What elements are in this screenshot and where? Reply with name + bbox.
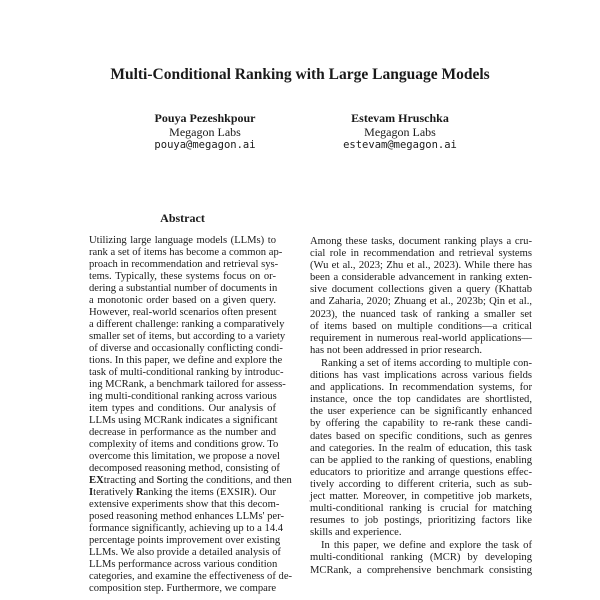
abstract-body [89, 235, 293, 595]
abstract-line: However, real-world scenarios often present [89, 307, 277, 318]
author-affiliation: Megagon Labs [169, 124, 241, 139]
abstract-line: percentage points improvement over existing [89, 535, 281, 546]
introduction-body [310, 235, 532, 577]
abstract-line: Iteratively Ranking the items (EXSIR). Our [89, 487, 277, 498]
author-name: Pouya Pezeshkpour [154, 111, 256, 125]
paragraph-line: multi-conditional ranking (MCR) by developing [310, 552, 532, 564]
abstract-line: of diverse and occasionally conflicting condi- [89, 343, 283, 354]
author-email: pouya@megagon.ai [154, 139, 256, 151]
paragraph-line: skills and experience. [310, 527, 402, 539]
author-block [95, 112, 315, 153]
paragraph-line: cial role in recommendation and retrieval systems [310, 248, 532, 260]
abstract-line: tems. Typically, these systems focus on or- [89, 271, 276, 282]
author-name: Estevam Hruschka [351, 111, 449, 125]
paragraph-line: (Wu et al., 2023; Zhu et al., 2023). While there has [310, 260, 532, 272]
abstract-line: EXtracting and Sorting the conditions, and then [89, 475, 292, 486]
author-email: estevam@megagon.ai [343, 139, 457, 151]
paragraph-line: of items based on multiple conditions—a critical [310, 320, 532, 332]
abstract-line: ing MCRank, a benchmark tailored for assess- [89, 379, 286, 390]
author-affiliation: Megagon Labs [364, 124, 436, 139]
author-block [290, 112, 510, 153]
paragraph-line: the user experience can be significantly enhanced [310, 406, 532, 418]
paragraph-line: ditions has vast implications across various fields [310, 370, 532, 382]
paragraph-line: In this paper, we define and explore the task of [321, 540, 532, 552]
abstract-line: rank a set of items has become a common ap- [89, 247, 283, 258]
abstract-line: task of multi-conditional ranking by introduc- [89, 367, 284, 378]
abstract-line: dering a substantial number of documents in [89, 283, 278, 294]
abstract-line: LLMs performance across various condition [89, 559, 278, 570]
abstract-line: posed reasoning method enhances LLMs' per- [89, 511, 284, 522]
abstract-line: extensive experiments show that this decom- [89, 499, 280, 510]
paragraph-line: ject matter. Moreover, in competitive job markets, [310, 490, 532, 502]
abstract-line: complexity of items and conditions grow. To [89, 439, 279, 450]
paragraph-line: MCRank, a comprehensive benchmark consisting [310, 564, 532, 576]
abstract-line: decomposed reasoning method, consisting of [89, 463, 280, 474]
paragraph-line: instance, once the top candidates are shortlisted, [310, 394, 532, 406]
abstract-line: a different challenge: ranking a comparatively [89, 319, 285, 330]
paragraph-line: educators to prioritize and arrange questions effec- [310, 466, 532, 478]
paragraph-line: tively according to different criteria, such as sub- [310, 478, 532, 490]
abstract-line: overcome this limitation, we propose a novel [89, 451, 280, 462]
abstract-line: LLMs. We also provide a detailed analysis of [89, 547, 281, 558]
abstract-line: composition step. Furthermore, we compare [89, 583, 277, 594]
abstract-line: ing multi-conditional ranking across various [89, 391, 277, 402]
abstract-line: a monotonic order based on a given query. [89, 295, 276, 306]
abstract-line: LLMs using MCRank indicates a significant [89, 415, 278, 426]
paragraph-line: can be applied to the ranking of questions, enabling [310, 454, 532, 466]
paragraph-line: Ranking a set of items according to multiple con- [321, 357, 532, 369]
paragraph-line: been a considerable advancement in ranking exten- [310, 272, 532, 284]
paragraph [310, 358, 532, 539]
paragraph-line: and categories. In the realm of education, this task [310, 442, 532, 454]
paragraph-line: dates based on specific conditions, such as genres [310, 430, 532, 442]
abstract-line: proach in recommendation and retrieval sys- [89, 259, 279, 270]
paragraph-line: Among these tasks, document ranking plays a cru- [310, 236, 532, 247]
abstract-line: smaller set of items, but according to a variety [89, 331, 286, 342]
paragraph-line: sive document collections given a query (Khattab [310, 284, 532, 296]
paragraph-line: and applications. In recommendation systems, for [310, 382, 532, 394]
paragraph-line: by offering the capability to re-rank these candi- [310, 418, 532, 430]
abstract-line: decrease in performance as the number and [89, 427, 276, 438]
abstract-line: formance significantly, achieving up to a 14.4 [89, 523, 284, 534]
abstract-line: Utilizing large language models (LLMs) to [89, 235, 276, 246]
paragraph-line: has not been addressed in prior research. [310, 344, 483, 356]
abstract-line: tions. In this paper, we define and explore the [89, 355, 283, 366]
paragraph-line: multi-conditional ranking is crucial for matching [310, 503, 532, 515]
paragraph-line: and Zaharia, 2020; Zhuang et al., 2023b; Qin et al., [310, 296, 532, 308]
paragraph [310, 540, 532, 576]
abstract-line: categories, and examine the effectiveness of de- [89, 571, 293, 582]
paper-title: Multi-Conditional Ranking with Large Language Models [110, 66, 490, 83]
paragraph-line: 2023), the nuanced task of ranking a smaller set [310, 308, 532, 320]
paragraph-line: requirement in numerous real-world applications— [310, 332, 532, 344]
paragraph-line: resumes to job postings, prioritizing factors like [310, 515, 532, 527]
abstract-heading: Abstract [160, 211, 205, 225]
abstract-line: item types and conditions. Our analysis of [89, 403, 276, 414]
paragraph [310, 236, 532, 357]
